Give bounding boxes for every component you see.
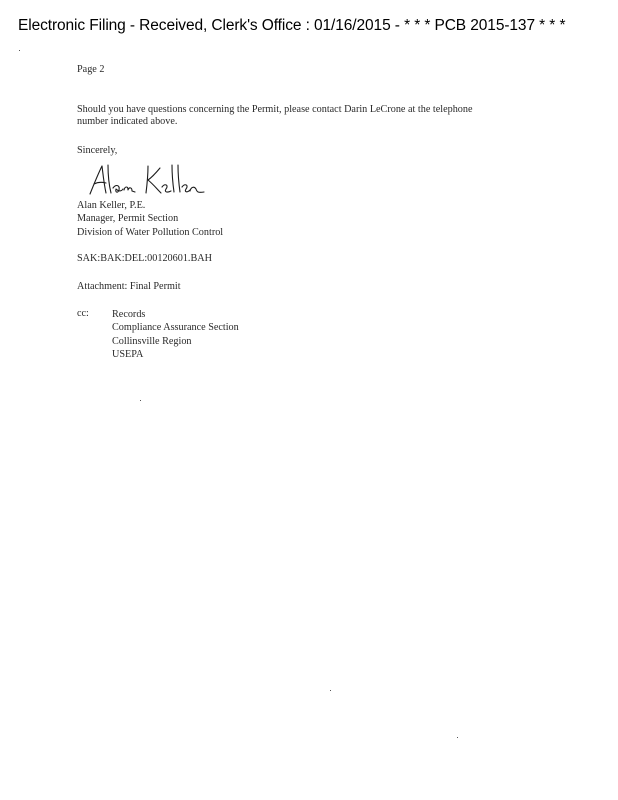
cc-recipient: Records — [112, 309, 146, 320]
closing: Sincerely, — [77, 145, 118, 156]
body-paragraph — [77, 104, 473, 128]
cc-recipient: Collinsville Region — [112, 335, 192, 347]
cc-recipient: Compliance Assurance Section — [112, 322, 239, 334]
cc-label: cc: — [77, 308, 89, 319]
cc-recipient: USEPA — [112, 348, 144, 360]
signer-division: Division of Water Pollution Control — [77, 226, 224, 238]
signature-image — [86, 160, 206, 202]
scan-speck — [140, 400, 141, 401]
scan-speck — [330, 690, 331, 691]
body-line: Should you have questions concerning the Permit, please contact Darin LeCrone at the telephone — [77, 104, 473, 115]
scan-speck — [19, 50, 20, 51]
reference-code: SAK:BAK:DEL:00120601.BAH — [77, 253, 212, 264]
signer-name: Alan Keller, P.E. — [77, 200, 146, 211]
electronic-filing-stamp: Electronic Filing - Received, Clerk's Office : 01/16/2015 - * * * PCB 2015-137 * * * — [18, 17, 566, 34]
body-line: number indicated above. — [77, 116, 178, 127]
attachment-line: Attachment: Final Permit — [77, 281, 181, 292]
signer-title: Manager, Permit Section — [77, 213, 179, 225]
cc-recipient-list — [112, 308, 239, 361]
page-number: Page 2 — [77, 64, 105, 75]
signature-block — [77, 199, 223, 239]
scan-speck — [457, 737, 458, 738]
